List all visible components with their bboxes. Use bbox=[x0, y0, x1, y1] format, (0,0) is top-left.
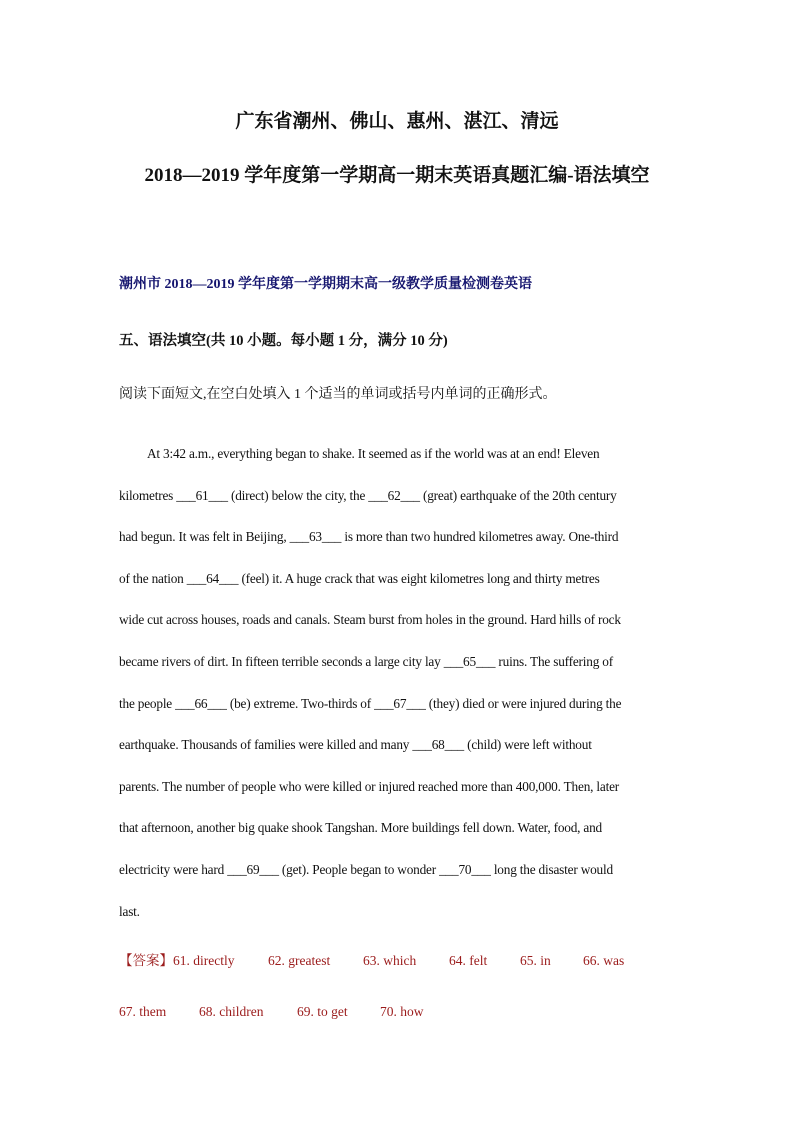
passage bbox=[119, 433, 672, 932]
answer-item: 68. children bbox=[199, 1004, 264, 1019]
passage-line: became rivers of dirt. In fifteen terrible seconds a large city lay ___65___ ruins. The suffering of bbox=[119, 653, 613, 669]
passage-line: parents. The number of people who were killed or injured reached more than 400,000. Then, later bbox=[119, 778, 620, 794]
answers-row-2 bbox=[119, 1004, 424, 1020]
answer-item: 63. which bbox=[363, 953, 417, 968]
passage-line: kilometres ___61___ (direct) below the city, the ___62___ (great) earthquake of the 20th century bbox=[119, 487, 617, 503]
title-line-1: 广东省潮州、佛山、惠州、湛江、清远 bbox=[235, 111, 559, 132]
passage-line: had begun. It was felt in Beijing, ___63___ is more than two hundred kilometres away. One-third bbox=[119, 529, 619, 545]
passage-line: last. bbox=[119, 903, 140, 919]
exam-subheading: 潮州市 2018—2019 学年度第一学期期末高一级教学质量检测卷英语 bbox=[119, 277, 532, 292]
section-title: 五、语法填空(共 10 小题。每小题 1 分，满分 10 分) bbox=[119, 333, 448, 349]
answer-item: 61. directly bbox=[173, 953, 235, 968]
answer-item: 67. them bbox=[119, 1004, 167, 1019]
answer-item: 64. felt bbox=[449, 953, 488, 968]
answer-item: 62. greatest bbox=[268, 953, 331, 968]
passage-line: electricity were hard ___69___ (get). People began to wonder ___70___ long the disaster would bbox=[119, 861, 613, 877]
passage-line: that afternoon, another big quake shook Tangshan. More buildings fell down. Water, food, and bbox=[119, 820, 603, 836]
answer-item: 66. was bbox=[583, 953, 625, 968]
passage-line: the people ___66___ (be) extreme. Two-thirds of ___67___ (they) died or were injured during the bbox=[119, 695, 622, 711]
answer-label: 【答案】 bbox=[119, 953, 173, 968]
passage-line: wide cut across houses, roads and canals. Steam burst from holes in the ground. Hard hills of rock bbox=[119, 612, 621, 628]
answer-item: 69. to get bbox=[297, 1004, 348, 1019]
title-line-2: 2018—2019 学年度第一学期高一期末英语真题汇编-语法填空 bbox=[144, 165, 650, 186]
answer-item: 65. in bbox=[520, 953, 551, 968]
answer-item: 70. how bbox=[380, 1004, 424, 1019]
passage-line: earthquake. Thousands of families were killed and many ___68___ (child) were left without bbox=[119, 737, 592, 753]
instruction-text: 阅读下面短文,在空白处填入 1 个适当的单词或括号内单词的正确形式。 bbox=[119, 387, 557, 402]
passage-line: of the nation ___64___ (feel) it. A huge crack that was eight kilometres long and thirty metres bbox=[119, 570, 600, 586]
answers-row-1 bbox=[119, 949, 624, 969]
passage-line: At 3:42 a.m., everything began to shake. It seemed as if the world was at an end! Eleven bbox=[147, 446, 600, 461]
